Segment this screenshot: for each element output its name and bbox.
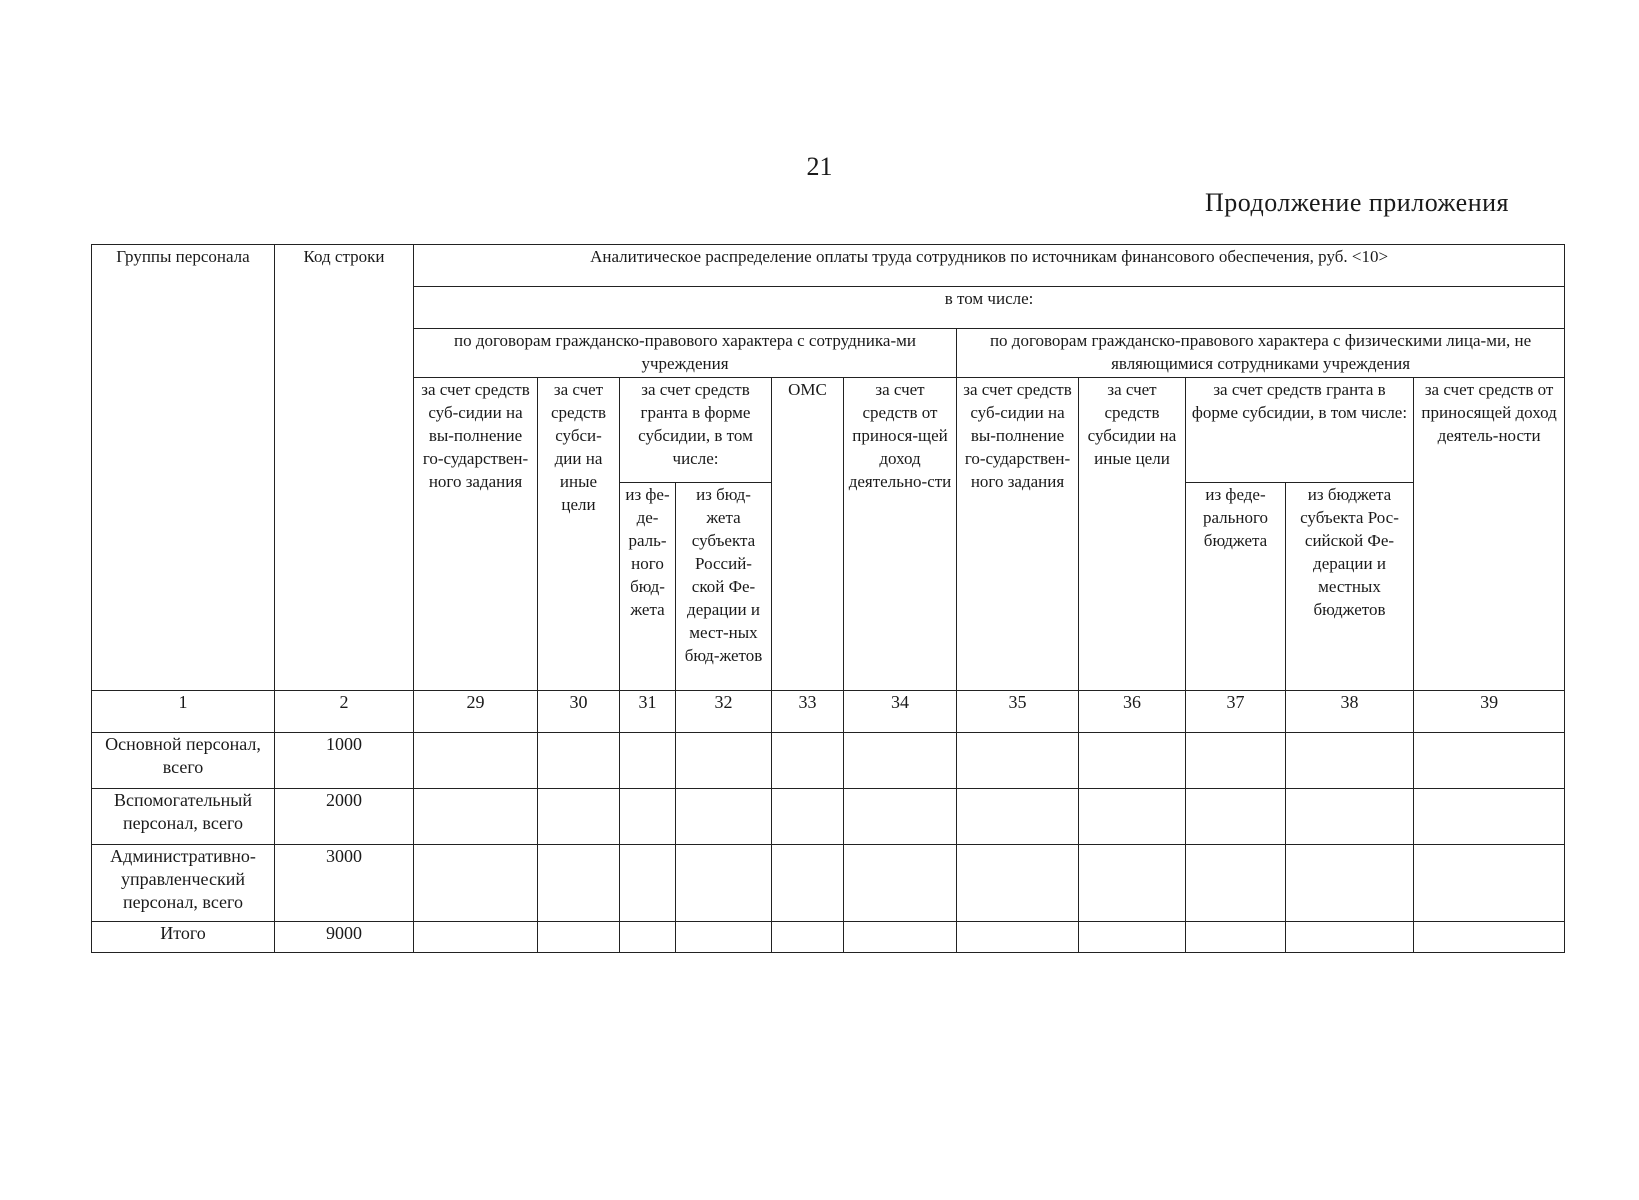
row-code: 1000 [275, 733, 414, 789]
value-cell[interactable] [844, 845, 957, 922]
value-cell[interactable] [676, 922, 772, 953]
header-col-31: из фе-де-раль-ного бюд-жета [620, 483, 676, 691]
continuation-title: Продолжение приложения [1204, 188, 1509, 217]
value-cell[interactable] [414, 789, 538, 845]
table-row [92, 789, 1565, 845]
column-number: 29 [414, 691, 538, 733]
column-number: 39 [1414, 691, 1565, 733]
header-including: в том числе: [414, 287, 1565, 329]
value-cell[interactable] [1286, 733, 1414, 789]
value-cell[interactable] [620, 789, 676, 845]
value-cell[interactable] [957, 922, 1079, 953]
column-number: 35 [957, 691, 1079, 733]
column-number: 1 [92, 691, 275, 733]
value-cell[interactable] [1186, 733, 1286, 789]
value-cell[interactable] [620, 733, 676, 789]
value-cell[interactable] [538, 845, 620, 922]
value-cell[interactable] [538, 922, 620, 953]
value-cell[interactable] [1414, 845, 1565, 922]
value-cell[interactable] [1414, 789, 1565, 845]
row-staff-group: Административно-управленческий персонал, всего [92, 845, 275, 922]
value-cell[interactable] [1079, 922, 1186, 953]
value-cell[interactable] [844, 733, 957, 789]
value-cell[interactable] [1079, 733, 1186, 789]
column-number: 38 [1286, 691, 1414, 733]
value-cell[interactable] [620, 845, 676, 922]
value-cell[interactable] [538, 789, 620, 845]
header-analytic-distribution: Аналитическое распределение оплаты труда сотрудников по источникам финансового обеспечения, руб. <10> [414, 245, 1565, 287]
value-cell[interactable] [957, 845, 1079, 922]
value-cell[interactable] [1186, 922, 1286, 953]
row-code: 3000 [275, 845, 414, 922]
value-cell[interactable] [620, 922, 676, 953]
header-col-32: из бюд-жета субъекта Россий-ской Фе-дерации и мест-ных бюд-жетов [676, 483, 772, 691]
row-staff-group: Вспомогательный персонал, всего [92, 789, 275, 845]
column-number-row [92, 691, 1565, 733]
value-cell[interactable] [414, 733, 538, 789]
value-cell[interactable] [844, 789, 957, 845]
value-cell[interactable] [1186, 845, 1286, 922]
row-staff-group: Итого [92, 922, 275, 953]
header-col-39: за счет средств от приносящей доход деятель-ности [1414, 378, 1565, 691]
column-number: 2 [275, 691, 414, 733]
header-col-35: за счет средств суб-сидии на вы-полнение го-сударствен-ного задания [957, 378, 1079, 691]
header-col-36: за счет средств субсидии на иные цели [1079, 378, 1186, 691]
header-staff-groups: Группы персонала [92, 245, 275, 691]
table-row-total [92, 922, 1565, 953]
row-staff-group: Основной персонал, всего [92, 733, 275, 789]
value-cell[interactable] [772, 922, 844, 953]
value-cell[interactable] [414, 845, 538, 922]
value-cell[interactable] [1079, 845, 1186, 922]
value-cell[interactable] [538, 733, 620, 789]
value-cell[interactable] [772, 789, 844, 845]
column-number: 32 [676, 691, 772, 733]
header-col-37: из феде-рального бюджета [1186, 483, 1286, 691]
column-number: 37 [1186, 691, 1286, 733]
header-col-29: за счет средств суб-сидии на вы-полнение го-сударствен-ного задания [414, 378, 538, 691]
header-grant-individuals: за счет средств гранта в форме субсидии, в том числе: [1186, 378, 1414, 483]
value-cell[interactable] [1079, 789, 1186, 845]
value-cell[interactable] [1414, 733, 1565, 789]
header-contracts-with-individuals: по договорам гражданско-правового характера с физическими лица-ми, не являющимися сотрудниками учреждения [957, 329, 1565, 378]
value-cell[interactable] [1286, 922, 1414, 953]
header-row-code: Код строки [275, 245, 414, 691]
row-code: 2000 [275, 789, 414, 845]
header-grant-employees: за счет средств гранта в форме субсидии, в том числе: [620, 378, 772, 483]
value-cell[interactable] [676, 845, 772, 922]
header-contracts-with-employees: по договорам гражданско-правового характера с сотрудника-ми учреждения [414, 329, 957, 378]
table-row [92, 845, 1565, 922]
column-number: 36 [1079, 691, 1186, 733]
row-code: 9000 [275, 922, 414, 953]
value-cell[interactable] [844, 922, 957, 953]
column-number: 33 [772, 691, 844, 733]
value-cell[interactable] [1414, 922, 1565, 953]
value-cell[interactable] [772, 845, 844, 922]
column-number: 34 [844, 691, 957, 733]
header-col-33: ОМС [772, 378, 844, 691]
column-number: 30 [538, 691, 620, 733]
value-cell[interactable] [676, 789, 772, 845]
value-cell[interactable] [1186, 789, 1286, 845]
column-number: 31 [620, 691, 676, 733]
value-cell[interactable] [957, 733, 1079, 789]
header-col-38: из бюджета субъекта Рос-сийской Фе-дерации и местных бюджетов [1286, 483, 1414, 691]
header-col-30: за счет средств субси-дии на иные цели [538, 378, 620, 691]
header-col-34: за счет средств от принося-щей доход деятельно-сти [844, 378, 957, 691]
payroll-distribution-table [91, 244, 1565, 953]
value-cell[interactable] [676, 733, 772, 789]
page-number: 21 [806, 152, 833, 181]
value-cell[interactable] [414, 922, 538, 953]
value-cell[interactable] [772, 733, 844, 789]
value-cell[interactable] [1286, 789, 1414, 845]
value-cell[interactable] [1286, 845, 1414, 922]
table-row [92, 733, 1565, 789]
value-cell[interactable] [957, 789, 1079, 845]
